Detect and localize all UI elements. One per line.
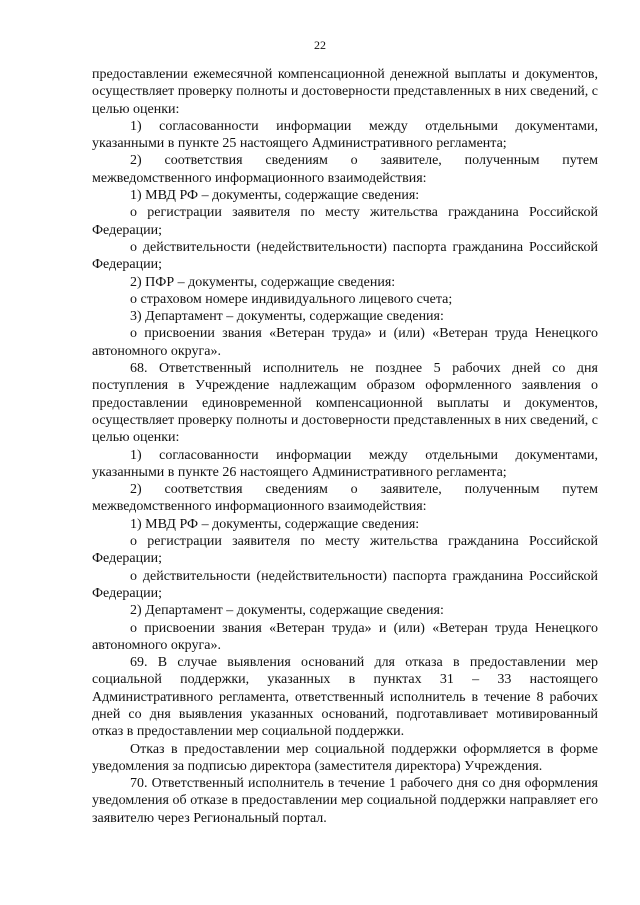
paragraph-item: 2) Департамент – документы, содержащие сведения: (130, 603, 444, 619)
paragraph-item: 1) МВД РФ – документы, содержащие сведения: (130, 188, 420, 204)
document-body (92, 66, 598, 827)
paragraph-item: 3) Департамент – документы, содержащие сведения: (130, 309, 444, 325)
paragraph-item: о страховом номере индивидуального лицевого счета; (130, 291, 453, 307)
paragraph-clause-68: 68. Ответственный исполнитель не позднее 5 рабочих дней со дня поступления в Учреждение надлежащим образом оформленного заявления о предоставлении единовременной компенсационной выплаты и документов, осуществляет проверку полноты и достоверности представленных в них сведений, с целью оценки: (92, 361, 598, 446)
paragraph-item: 1) МВД РФ – документы, содержащие сведения: (130, 516, 420, 532)
paragraph-item: о присвоении звания «Ветеран труда» и (или) «Ветеран труда Ненецкого автономного округа». (92, 326, 598, 359)
paragraph-item: о регистрации заявителя по месту жительства гражданина Российской Федерации; (92, 534, 598, 567)
paragraph-item: о действительности (недействительности) паспорта гражданина Российской Федерации; (92, 568, 598, 601)
paragraph-item: 1) согласованности информации между отдельными документами, указанными в пункте 25 настоящего Административного регламента; (92, 118, 598, 152)
page-number: 22 (314, 38, 326, 52)
paragraph-clause-70: 70. Ответственный исполнитель в течение 1 рабочего дня со дня оформления уведомления об отказе в предоставлении мер социальной поддержки направляет его заявителю через Региональный портал. (92, 776, 598, 826)
paragraph-item: 2) соответствия сведениям о заявителе, полученным путем межведомственного информационного взаимодействия: (92, 153, 598, 186)
paragraph-item: о регистрации заявителя по месту жительства гражданина Российской Федерации; (92, 205, 598, 238)
paragraph-item: о присвоении звания «Ветеран труда» и (или) «Ветеран труда Ненецкого автономного округа». (92, 620, 598, 653)
paragraph-clause-69: 69. В случае выявления оснований для отказа в предоставлении мер социальной поддержки, указанных в пунктах 31 – 33 настоящего Административного регламента, ответственный исполнитель в течение 8 рабочих дней со дня выявления указанных оснований, подготавливает мотивированный отказ в предоставлении мер социальной поддержки. (92, 655, 598, 740)
paragraph-item: о действительности (недействительности) паспорта гражданина Российской Федерации; (92, 239, 598, 273)
paragraph-item: 2) соответствия сведениям о заявителе, полученным путем межведомственного информационного взаимодействия: (92, 482, 598, 515)
paragraph-item: 2) ПФР – документы, содержащие сведения: (130, 274, 396, 290)
paragraph-item: Отказ в предоставлении мер социальной поддержки оформляется в форме уведомления за подписью директора (заместителя директора) Учреждения. (92, 741, 598, 774)
paragraph-item: 1) согласованности информации между отдельными документами, указанными в пункте 26 настоящего Административного регламента; (92, 447, 598, 480)
paragraph-continuation: предоставлении ежемесячной компенсационной денежной выплаты и документов, осуществляет проверку полноты и достоверности представленных в них сведений, с целью оценки: (92, 67, 598, 117)
